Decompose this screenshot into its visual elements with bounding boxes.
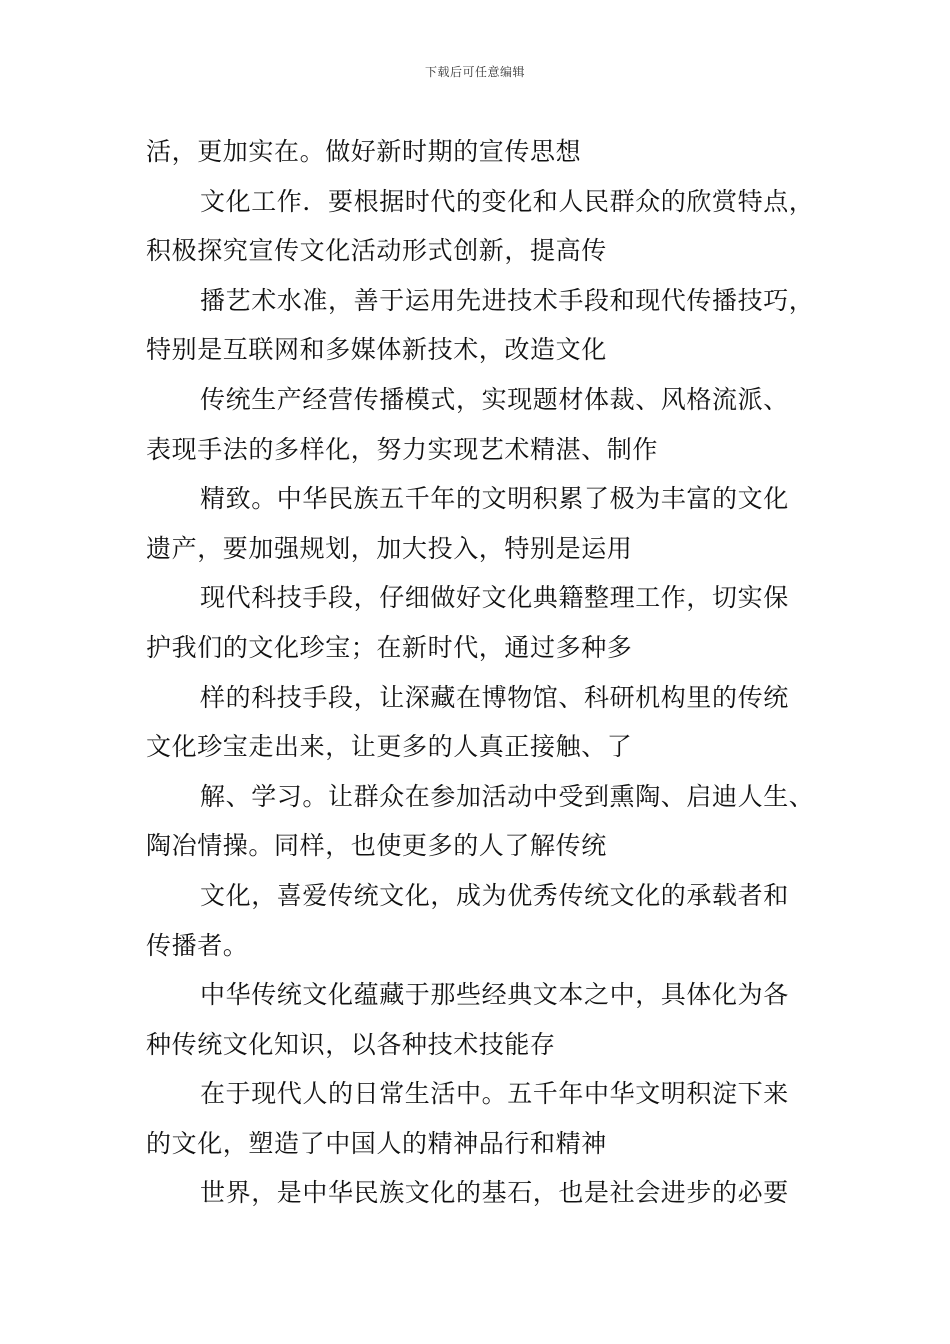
document-body xyxy=(146,127,836,1218)
text-line: 积极探究宣传文化活动形式创新，提高传 xyxy=(146,236,607,266)
text-line: 护我们的文化珍宝；在新时代，通过多种多 xyxy=(146,632,633,662)
text-line: 遗产，要加强规划，加大投入，特别是运用 xyxy=(146,533,633,563)
text-line: 特别是互联网和多媒体新技术，改造文化 xyxy=(146,335,607,365)
text-line: 文化，喜爱传统文化，成为优秀传统文化的承载者和 xyxy=(200,880,789,910)
page-header: 下载后可任意编辑 xyxy=(424,65,525,79)
text-line: 活，更加实在。做好新时期的宣传思想 xyxy=(146,137,582,166)
text-line: 在于现代人的日常生活中。五千年中华文明积淀下来 xyxy=(200,1079,789,1109)
text-line: 表现手法的多样化，努力实现艺术精湛、制作 xyxy=(146,434,659,464)
text-line: 传播者。 xyxy=(146,930,249,960)
text-line: 中华传统文化蕴藏于那些经典文本之中，具体化为各 xyxy=(200,980,789,1010)
text-line: 文化工作．要根据时代的变化和人民群众的欣赏特点， xyxy=(200,186,815,216)
text-line: 精致。中华民族五千年的文明积累了极为丰富的文化 xyxy=(200,484,789,514)
text-line: 陶冶情操。同样，也使更多的人了解传统 xyxy=(146,831,607,861)
text-line: 世界，是中华民族文化的基石，也是社会进步的必要 xyxy=(200,1178,789,1208)
text-line: 解、学习。让群众在参加活动中受到熏陶、启迪人生、 xyxy=(200,781,815,811)
text-line: 的文化，塑造了中国人的精神品行和精神 xyxy=(146,1128,607,1158)
text-line: 文化珍宝走出来，让更多的人真正接触、了 xyxy=(146,732,633,762)
text-line: 传统生产经营传播模式，实现题材体裁、风格流派、 xyxy=(200,384,789,414)
text-line: 现代科技手段，仔细做好文化典籍整理工作，切实保 xyxy=(200,583,789,613)
text-line: 播艺术水准，善于运用先进技术手段和现代传播技巧， xyxy=(200,285,815,315)
text-line: 种传统文化知识，以各种技术技能存 xyxy=(146,1029,556,1059)
text-line: 样的科技手段，让深藏在博物馆、科研机构里的传统 xyxy=(200,682,789,712)
